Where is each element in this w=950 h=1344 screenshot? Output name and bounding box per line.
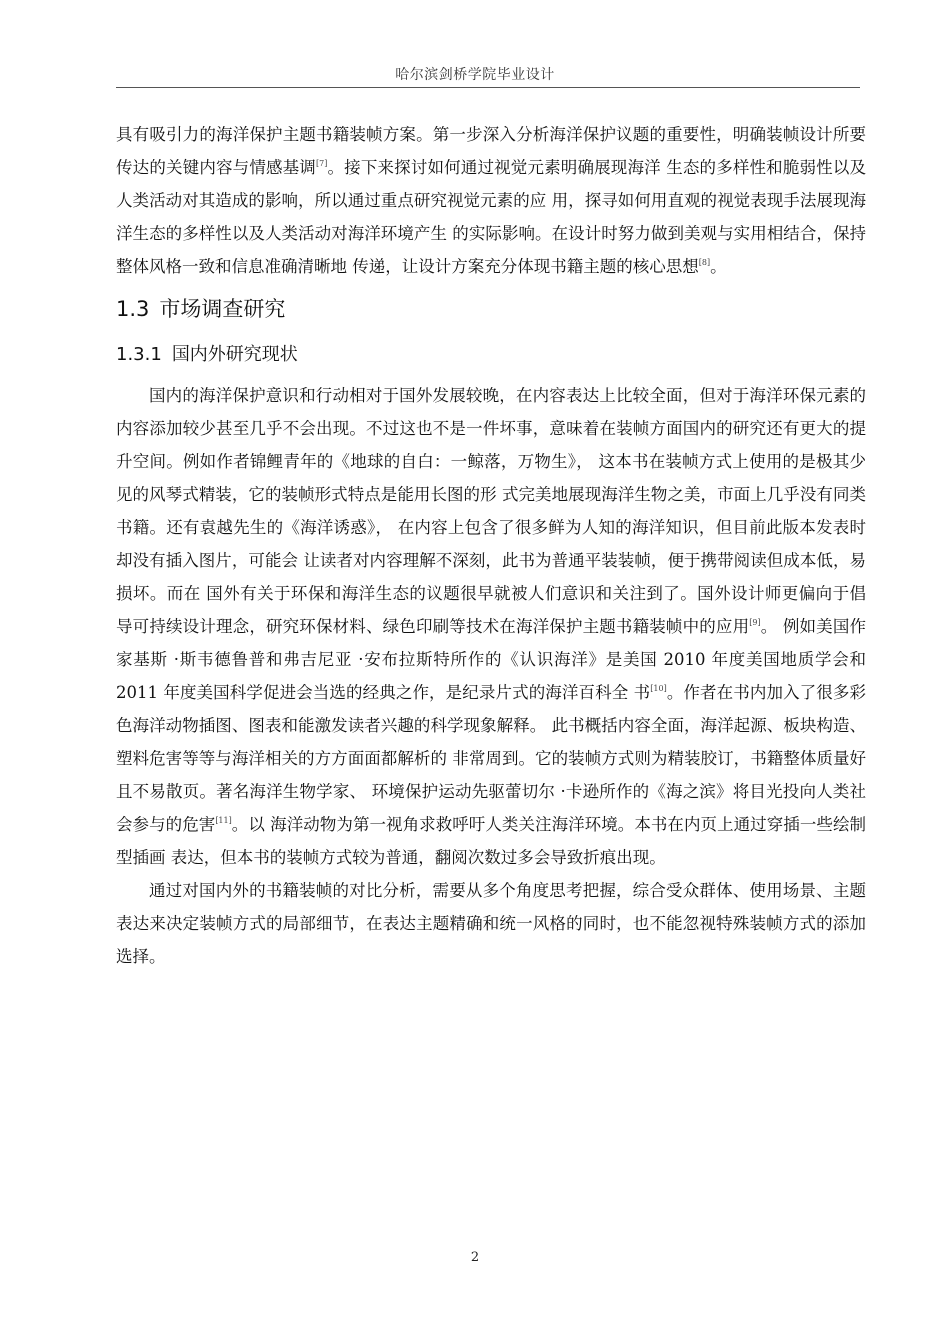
paragraph-text: 。接下来探讨如何通过视觉元素明确展现海洋 生态的多样性和脆弱性以及人类活动对其造成的影响，所以通过重点研究视觉元素的应 用，探寻如何用直观的视觉表现手法展现海洋生态的多样性以及人类活动对海洋环境产生 的实际影响。在设计时努力做到美观与实用相结合，保持整体风格一致和信息准确清晰地 传递，让设计方案充分体现书籍主题的核心思想 [116, 158, 867, 276]
citation: [9] [749, 618, 761, 627]
paragraph-text: 具有吸引力的海洋保护主题书籍装帧方案。第一步深入分析海洋保护议题的重要性，明确装帧设计所要传达的关键内容与情感基调 [116, 125, 866, 177]
subsection-title: 国内外研究现状 [171, 344, 298, 365]
section-number: 1.3 [116, 297, 150, 321]
subsection-heading [116, 337, 866, 373]
header-rule [116, 87, 860, 88]
section-title: 市场调查研究 [159, 297, 286, 321]
paragraph-text: 通过对国内外的书籍装帧的对比分析，需要从多个角度思考把握，综合受众群体、使用场景、主题表达来决定装帧方式的局部细节，在表达主题精确和统一风格的同时，也不能忽视特殊装帧方式的添加选择。 [116, 881, 866, 966]
paragraph-research [116, 379, 866, 874]
paragraph-conclusion [116, 874, 866, 973]
page-header: 哈尔滨剑桥学院毕业设计 [395, 67, 555, 83]
citation: [8] [698, 258, 711, 267]
section-heading [116, 291, 866, 327]
citation: [10] [650, 684, 667, 693]
paragraph-text: 。作者在书内加入了很多彩色海洋动物插图、图表和能激发读者兴趣的科学现象解释。 此书概括内容全面，海洋起源、板块构造、塑料危害等等与海洋相关的方方面面都解析的 非常周到。它的装帧方式则为精装胶订，书籍整体质量好且不易散页。著名海洋生物学家、 环境保护运动先驱蕾切尔 ·卡逊所作的《海之滨》将目光投向人类社会参与的危害 [116, 683, 867, 834]
citation: [7] [315, 159, 328, 168]
subsection-number: 1.3.1 [116, 344, 162, 365]
paragraph-text: 。以 海洋动物为第一视角求救呼吁人类关注海洋环境。本书在内页上通过穿插一些绘制型插画 表达，但本书的装帧方式较为普通，翻阅次数过多会导致折痕出现。 [116, 815, 866, 867]
paragraph-intro [116, 118, 866, 283]
paragraph-text: 。 [710, 257, 727, 276]
page-number: 2 [470, 1250, 480, 1265]
paragraph-text: 。 例如美国作家基斯 ·斯韦德鲁普和弗吉尼亚 ·安布拉斯特所作的《认识海洋》是美国 2010 年度美国地质学会和 2011 年度美国科学促进会当选的经典之作，是纪录片式的海洋百科全 书 [116, 617, 867, 702]
paragraph-text: 国内的海洋保护意识和行动相对于国外发展较晚，在内容表达上比较全面，但对于海洋环保元素的内容添加较少甚至几乎不会出现。不过这也不是一件坏事，意味着在装帧方面国内的研究还有更大的提升空间。例如作者锦鲤青年的《地球的自白：一鲸落，万物生》， 这本书在装帧方式上使用的是极其少见的风琴式精装，它的装帧形式特点是能用长图的形 式完美地展现海洋生物之美，市面上几乎没有同类书籍。还有袁越先生的《海洋诱惑》， 在内容上包含了很多鲜为人知的海洋知识，但目前此版本发表时却没有插入图片，可能会 让读者对内容理解不深刻，此书为普通平装装帧，便于携带阅读但成本低，易损坏。而在 国外有关于环保和海洋生态的议题很早就被人们意识和关注到了。国外设计师更偏向于倡 导可持续设计理念，研究环保材料、绿色印刷等技术在海洋保护主题书籍装帧中的应用 [116, 386, 866, 636]
citation: [11] [215, 816, 232, 825]
page-body [116, 118, 866, 973]
